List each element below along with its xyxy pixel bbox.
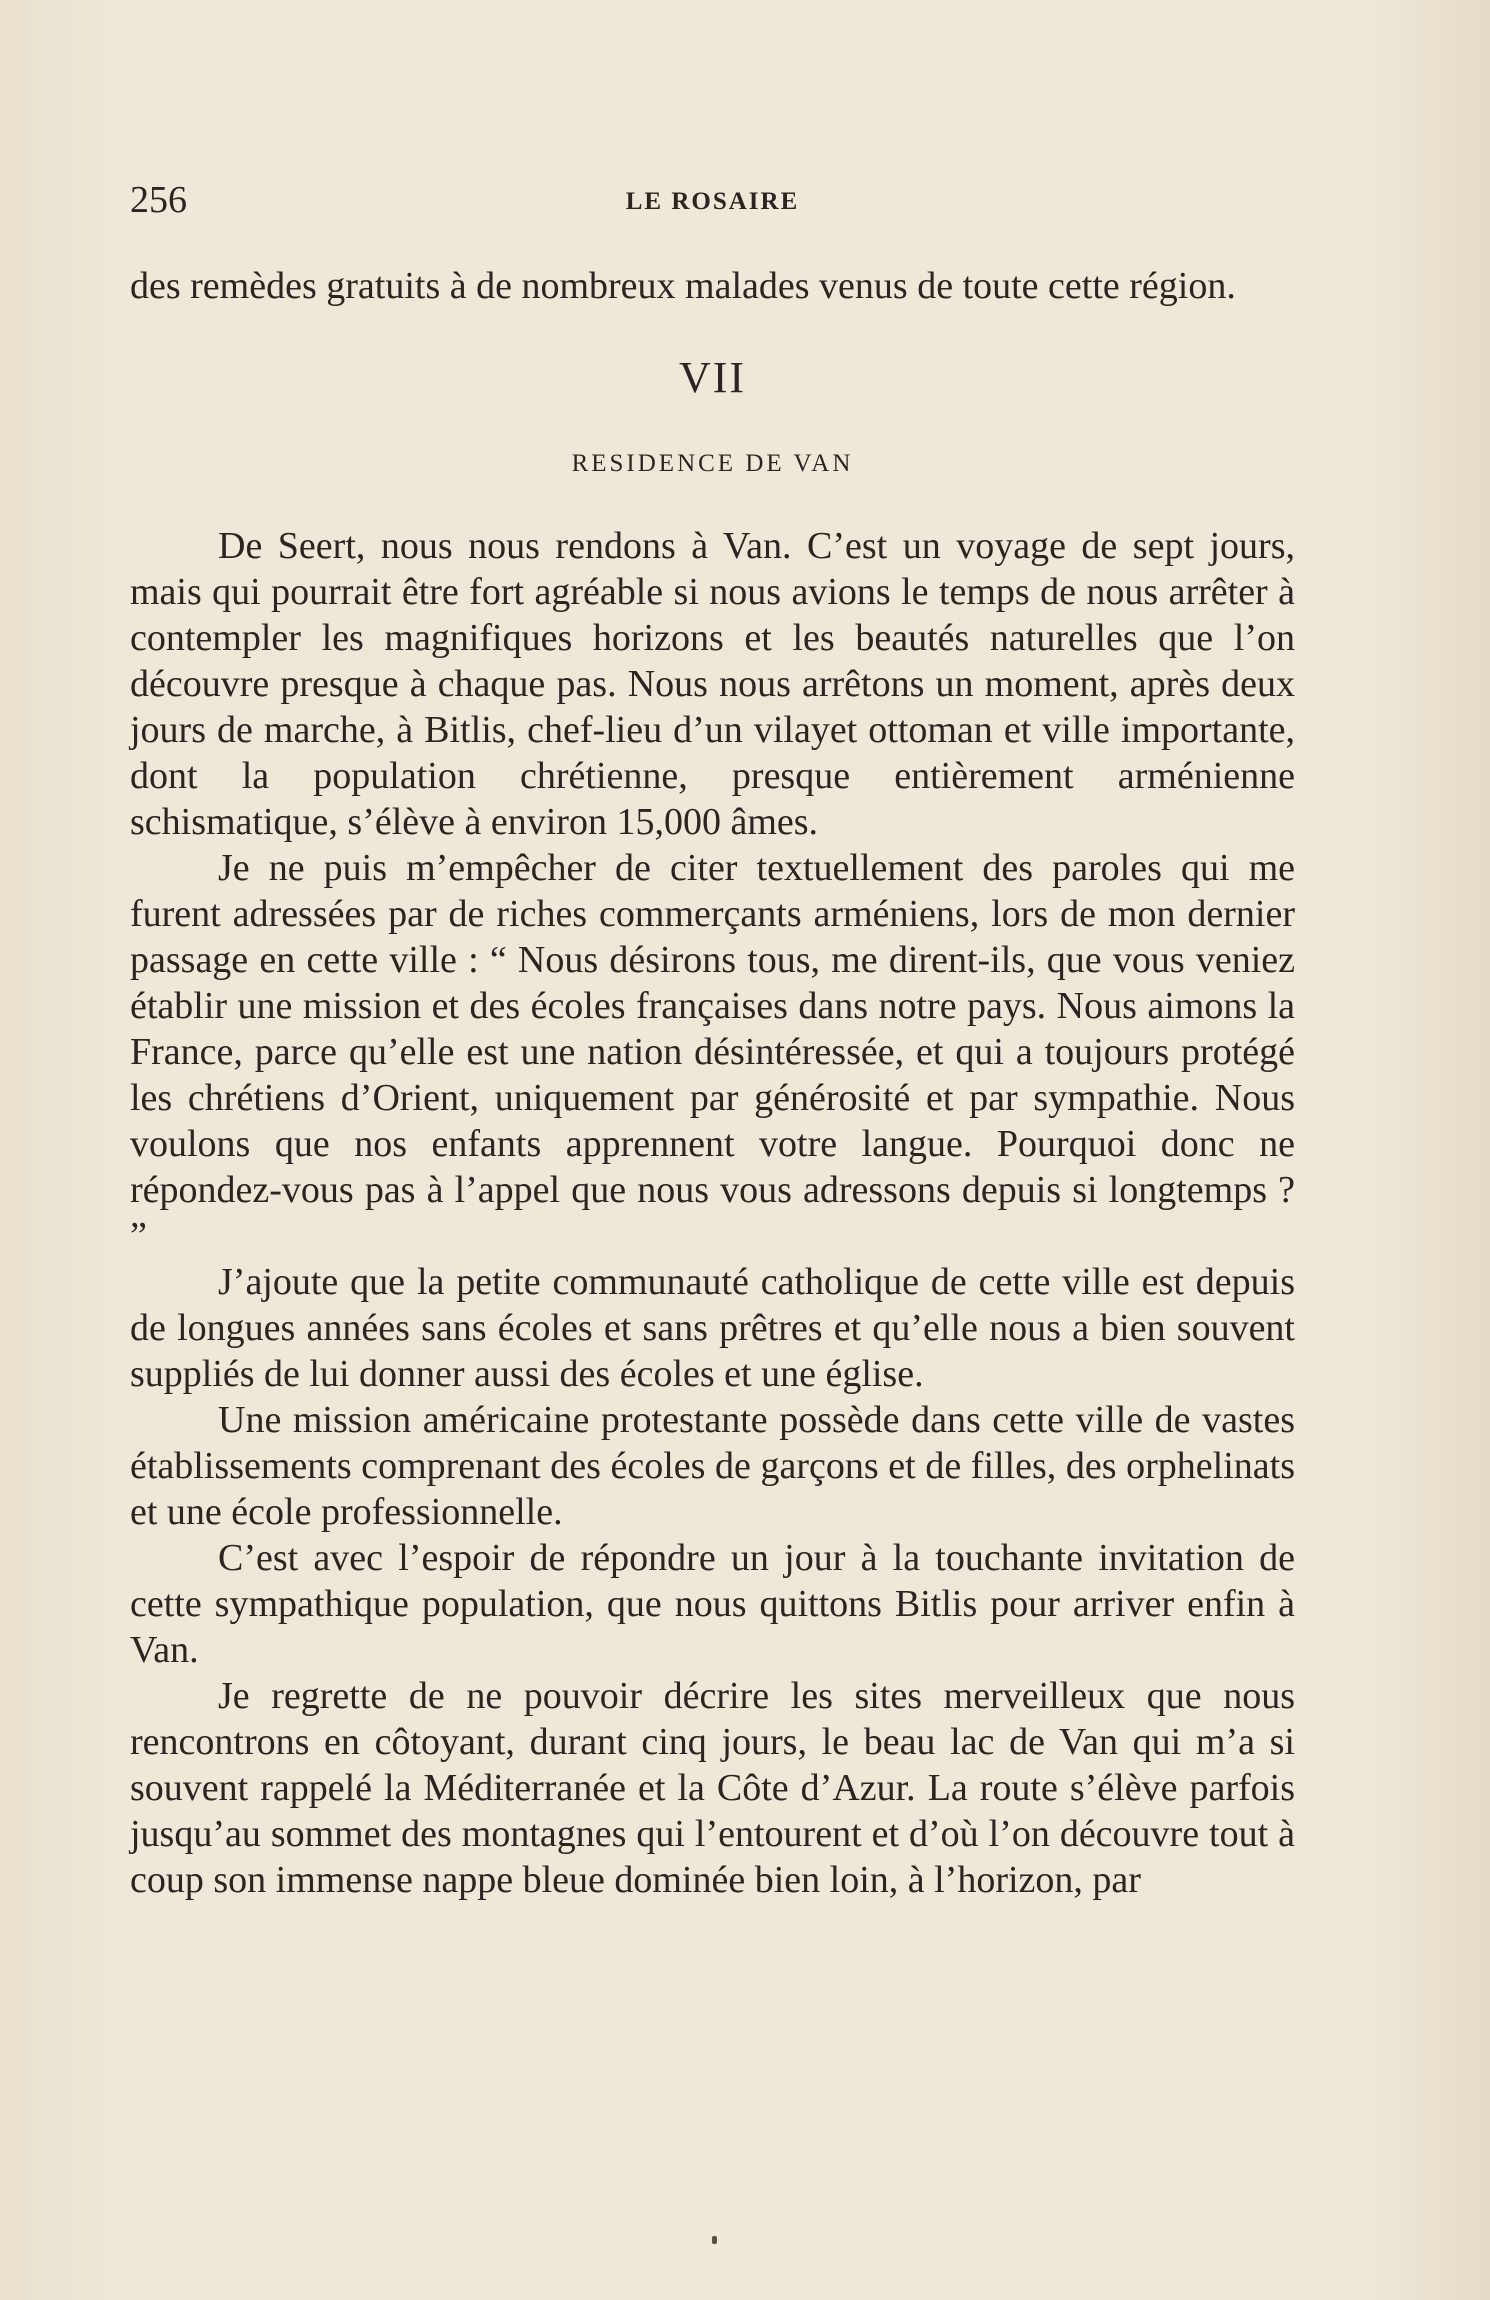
paragraph: Je ne puis m’empêcher de citer textuellement des paroles qui me furent adressées par de riches commerçants arméniens, lors de mon dernier passage en cette ville : “ Nous désirons tous, me dirent-ils, que vous veniez établir une mission et des écoles françaises dans notre pays. Nous aimons la France, parce qu’elle est une nation désintéressée, et qui a toujours protégé les chrétiens d’Orient, uniquement par générosité et par sympathie. Nous voulons que nos enfants apprennent votre langue. Pourquoi donc ne répondez-vous pas à l’appel que nous vous adressons depuis si longtemps ? ” [130,847,1295,1257]
paragraph: Je regrette de ne pouvoir décrire les sites merveilleux que nous rencontrons en côtoyant, durant cinq jours, le beau lac de Van qui m’a si souvent rappelé la Méditerranée et la Côte d’Azur. La route s’élève parfois jusqu’au sommet des montagnes qui l’entourent et d’où l’on découvre tout à coup son immense nappe bleue dominée bien loin, à l’horizon, par [130,1675,1295,1901]
body-text [130,263,1295,1903]
paragraph: De Seert, nous nous rendons à Van. C’est un voyage de sept jours, mais qui pourrait être fort agréable si nous avions le temps de nous arrêter à contempler les magnifiques horizons et les beautés naturelles que l’on découvre presque à chaque pas. Nous nous arrêtons un moment, après deux jours de marche, à Bitlis, chef-lieu d’un vilayet ottoman et ville importante, dont la population chrétienne, presque entièrement arménienne schismatique, s’élève à environ 15,000 âmes. [130,525,1295,843]
section-title: RESIDENCE DE VAN [571,450,854,477]
page-number: 256 [130,179,187,221]
paragraph: C’est avec l’espoir de répondre un jour à la touchante invitation de cette sympathique population, que nous quittons Bitlis pour arriver enfin à Van. [130,1537,1295,1671]
running-title: LE ROSAIRE [625,188,800,215]
section-numeral: VII [678,353,747,402]
opening-paragraph: des remèdes gratuits à de nombreux malades venus de toute cette région. [130,265,1236,307]
paragraph: J’ajoute que la petite communauté catholique de cette ville est depuis de longues années sans écoles et sans prêtres et qu’elle nous a bien souvent suppliés de lui donner aussi des écoles et une église. [130,1261,1295,1395]
page-mark [712,2236,717,2244]
page-header [130,178,1295,228]
paragraph: Une mission américaine protestante possède dans cette ville de vastes établissements comprenant des écoles de garçons et de filles, des orphelinats et une école professionnelle. [130,1399,1295,1533]
